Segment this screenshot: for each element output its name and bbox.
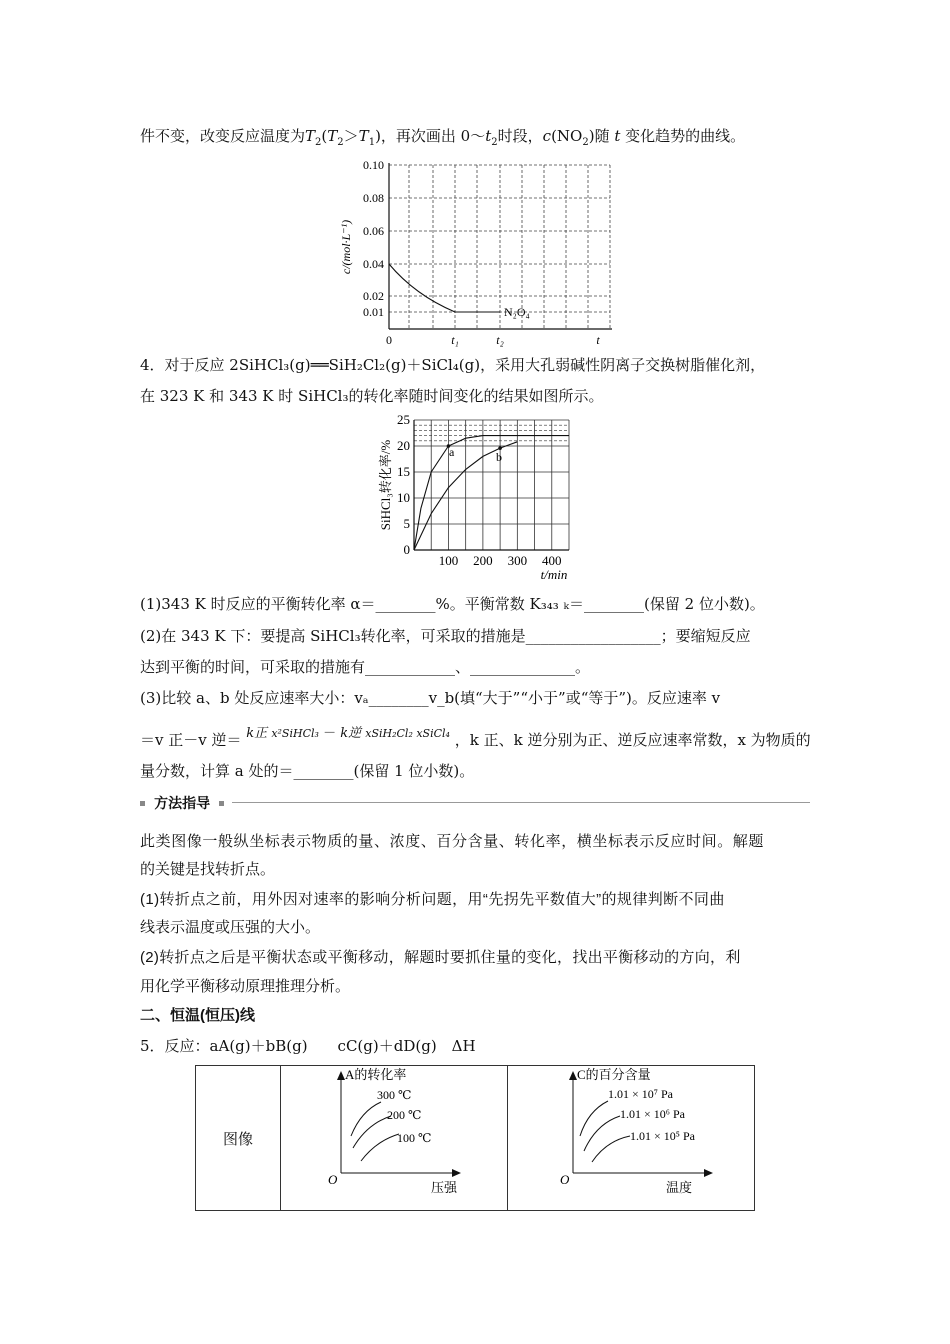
method-p1a: 此类图像一般纵坐标表示物质的量、浓度、百分含量、转化率，横坐标表示反应时间。解题 [140,833,765,850]
right-origin: O [560,1172,570,1187]
chart2-ytick: 25 [397,415,410,427]
q4-part3b-post: ，k 正、k 逆分别为正、逆反应速率常数，x 为物质的 [454,731,811,749]
header-rule [232,802,810,803]
chart2-grid [414,420,569,550]
left-xlabel: 压强 [431,1180,458,1195]
curve-1e6-label: 1.01 × 10⁶ Pa [620,1107,685,1121]
chart2-xlabel: t/min [540,567,568,582]
curve-100 [361,1134,399,1161]
method-header-title: 方法指导 [154,795,211,811]
right-y-arrow [569,1071,577,1080]
method-p2b: 线表示温度或压强的大小。 [140,919,321,936]
q4-part3a: (3)比较 a、b 处反应速率大小：vₐ________v_b(填“大于”“小于”或“等于”)。反应速率 v [140,689,721,707]
method-p2a: (1)转折点之前，用外因对速率的影响分析问题，用“先拐先平数值大”的规律判断不同曲 [140,891,725,908]
q4-part3c: 量分数，计算 a 处的＝________(保留 1 位小数)。 [140,762,475,780]
point-b-label: b [496,450,502,464]
left-ylabel: A的转化率 [345,1067,407,1082]
chart2-xtick: 300 [507,553,528,568]
q4-line2: 在 323 K 和 343 K 时 SiHCl₃的转化率随时间变化的结果如图所示。 [140,387,604,405]
chart1-xtick: t [596,333,600,347]
q4-line1: 4．对于反应 2SiHCl₃(g)══SiH₂Cl₂(g)＋SiCl₄(g)，采用大孔弱碱性阴离子交换树脂催化剂， [140,356,766,374]
method-p3b: 用化学平衡移动原理推理分析。 [140,978,351,995]
right-xlabel: 温度 [666,1180,693,1195]
chart2-xtick: 100 [438,553,459,568]
point-a-label: a [449,445,455,459]
chart2-xtick: 400 [542,553,562,568]
q4-part3b [140,726,811,752]
method-header [140,793,810,813]
header-square-icon [219,801,224,806]
chart1-ylabel: c/(mol·L⁻¹) [339,219,353,275]
chart2-ytick: 0 [403,542,410,557]
header-square-icon [140,801,145,806]
curve-200-label: 200 ℃ [387,1108,422,1122]
intro-line: 件不变，改变反应温度为$T_2(T_2>T_1)$，再次画出 $0\sim t_2$时段，$c(NO_2)$随 t 变化趋势的曲线。 [140,127,746,148]
chart1-ytick: 0.02 [363,289,384,303]
curve-100-label: 100 ℃ [397,1131,432,1145]
method-p3a: (2)转折点之后是平衡状态或平衡移动，解题时要抓住量的变化，找出平衡移动的方向，利 [140,949,741,966]
row-label-cell [196,1066,281,1211]
method-p1b: 的关键是找转折点。 [140,861,276,878]
curve-300-label: 300 ℃ [377,1088,412,1102]
q4-part1: (1)343 K 时反应的平衡转化率 α＝________%。平衡常数 K₃₄₃ ₖ＝________(保留 2 位小数)。 [140,595,765,613]
chart1-ytick: 0.06 [363,224,384,238]
left-y-arrow [337,1071,345,1080]
curve-1e5-label: 1.01 × 10⁵ Pa [630,1129,695,1143]
chart2-ytick: 5 [403,516,410,531]
chart1-xtick: t₁ [451,333,459,347]
left-chart-cell [281,1066,508,1211]
left-x-arrow [452,1169,461,1177]
rate-formula: k正 x²SiHCl₃ － k逆 xSiH₂Cl₂ xSiCl₄ [246,726,450,741]
curve-1e5 [592,1136,630,1162]
pressure-chart [281,1066,507,1206]
conversion-chart [376,415,576,585]
right-chart-cell [508,1066,755,1211]
temperature-chart [508,1066,754,1206]
q4-part2b: 达到平衡的时间，可采取的措施有____________、______________。 [140,658,591,676]
chart1-xtick: t₂ [496,333,504,347]
chart2-ylabel: SiHCl₃转化率/% [378,439,393,531]
right-ylabel: C的百分含量 [577,1067,651,1082]
q4-part3b-pre: ＝v 正－v 逆＝ [140,731,242,749]
q4-part2a: (2)在 343 K 下：要提高 SiHCl₃转化率，可采取的措施是__________________；要缩短反应 [140,627,751,645]
chart2-ytick: 15 [397,464,410,479]
q5-line: 5．反应：aA(g)＋bB(g) cC(g)＋dD(g) ΔH [140,1037,476,1055]
chart1-ytick: 0.01 [363,305,384,319]
chart1-ytick: 0.04 [363,257,384,271]
n2o4-label: N₂O₄ [504,305,530,319]
concentration-chart [320,155,630,350]
curve-1e7-label: 1.01 × 10⁷ Pa [608,1087,673,1101]
chart1-ytick: 0.10 [363,158,384,172]
left-origin: O [328,1172,338,1187]
chart1-ytick: 0.08 [363,191,384,205]
chart2-xtick: 200 [473,553,493,568]
row-label: 图像 [222,1129,253,1148]
curve-1e7 [580,1101,608,1136]
chart1-xtick: 0 [386,333,392,347]
chart2-ytick: 20 [397,438,410,453]
n2o4-curve [389,264,500,312]
right-x-arrow [704,1169,713,1177]
chart1-grid [389,165,610,329]
section2-title: 二、恒温(恒压)线 [140,1007,255,1024]
chart2-ytick: 10 [397,490,410,505]
q5-table [195,1065,755,1211]
curve-1e6 [584,1116,620,1151]
